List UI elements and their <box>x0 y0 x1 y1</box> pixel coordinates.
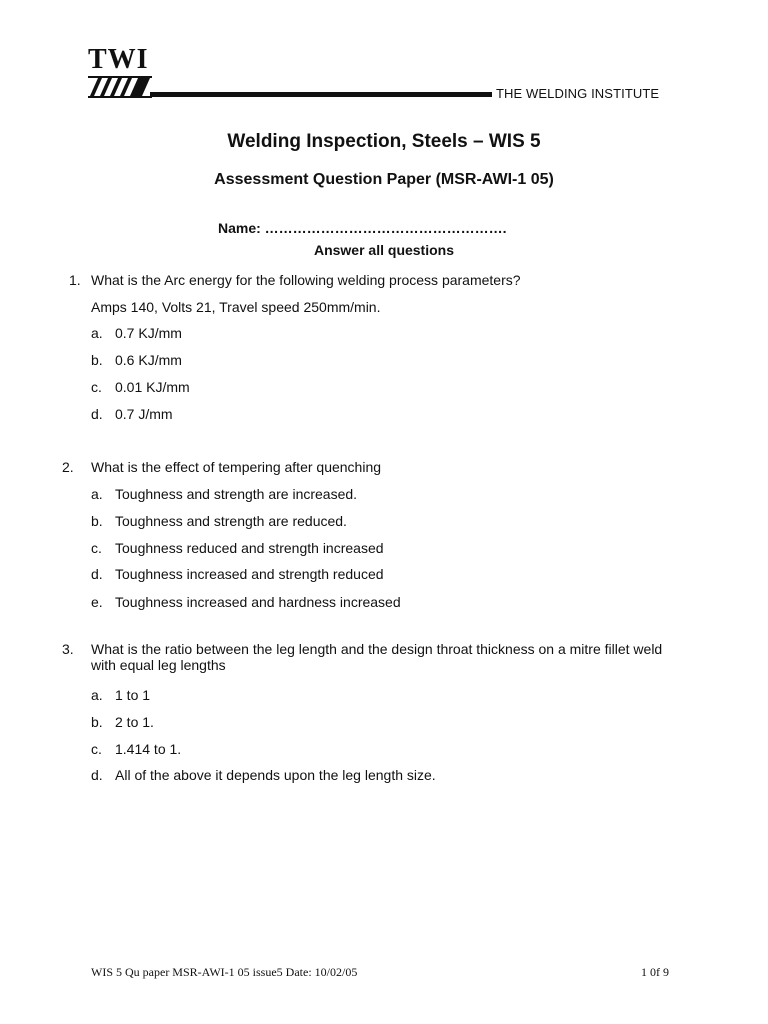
option-letter: d. <box>91 566 103 582</box>
question-number: 3. <box>62 641 74 657</box>
option-text: 0.01 KJ/mm <box>115 379 190 395</box>
question-text: What is the Arc energy for the following welding process parameters? <box>91 272 521 288</box>
option-letter: d. <box>91 767 103 783</box>
option-text: 0.7 KJ/mm <box>115 325 182 341</box>
page-title: Welding Inspection, Steels – WIS 5 <box>227 131 541 152</box>
option-letter: b. <box>91 513 103 529</box>
footer-page-number: 1 0f 9 <box>641 965 669 979</box>
option-text: 2 to 1. <box>115 714 154 730</box>
option-text: 1 to 1 <box>115 687 151 703</box>
option-text: All of the above it depends upon the leg length size. <box>115 767 436 783</box>
option-text: Toughness reduced and strength increased <box>115 540 384 556</box>
option-text: Toughness and strength are reduced. <box>115 513 347 529</box>
logo-text: TWI <box>88 44 149 75</box>
option-text: 0.7 J/mm <box>115 406 173 422</box>
question-text: What is the effect of tempering after quenching <box>91 459 382 475</box>
option-letter: c. <box>91 379 102 395</box>
question-text: What is the ratio between the leg length and the design throat thickness on a mitre fillet weld with equal leg lengths <box>91 641 663 673</box>
option-text: 1.414 to 1. <box>115 741 182 757</box>
name-field: Name: ……………………………………………. <box>218 220 507 236</box>
option-letter: a. <box>91 486 103 502</box>
footer-document-info: WIS 5 Qu paper MSR-AWI-1 05 issue5 Date: 10/02/05 <box>91 965 358 979</box>
question-number: 2. <box>62 459 74 475</box>
option-letter: c. <box>91 540 102 556</box>
logo-stripes-icon <box>88 76 152 98</box>
option-letter: a. <box>91 687 103 703</box>
instruction: Answer all questions <box>313 242 455 258</box>
option-letter: d. <box>91 406 103 422</box>
option-text: Toughness increased and strength reduced <box>115 566 384 582</box>
option-letter: a. <box>91 325 103 341</box>
institute-name: THE WELDING INSTITUTE <box>496 86 660 101</box>
page-subtitle: Assessment Question Paper (MSR-AWI-1 05) <box>214 171 554 188</box>
option-letter: c. <box>91 741 102 757</box>
option-letter: b. <box>91 352 103 368</box>
option-letter: b. <box>91 714 103 730</box>
option-text: Toughness and strength are increased. <box>115 486 358 502</box>
question-number: 1. <box>69 272 81 288</box>
header-rule <box>150 92 492 97</box>
option-letter: e. <box>91 594 103 610</box>
option-text: 0.6 KJ/mm <box>115 352 182 368</box>
question-subtext: Amps 140, Volts 21, Travel speed 250mm/min. <box>91 299 381 315</box>
twi-logo <box>88 46 156 102</box>
option-text: Toughness increased and hardness increased <box>115 594 401 610</box>
